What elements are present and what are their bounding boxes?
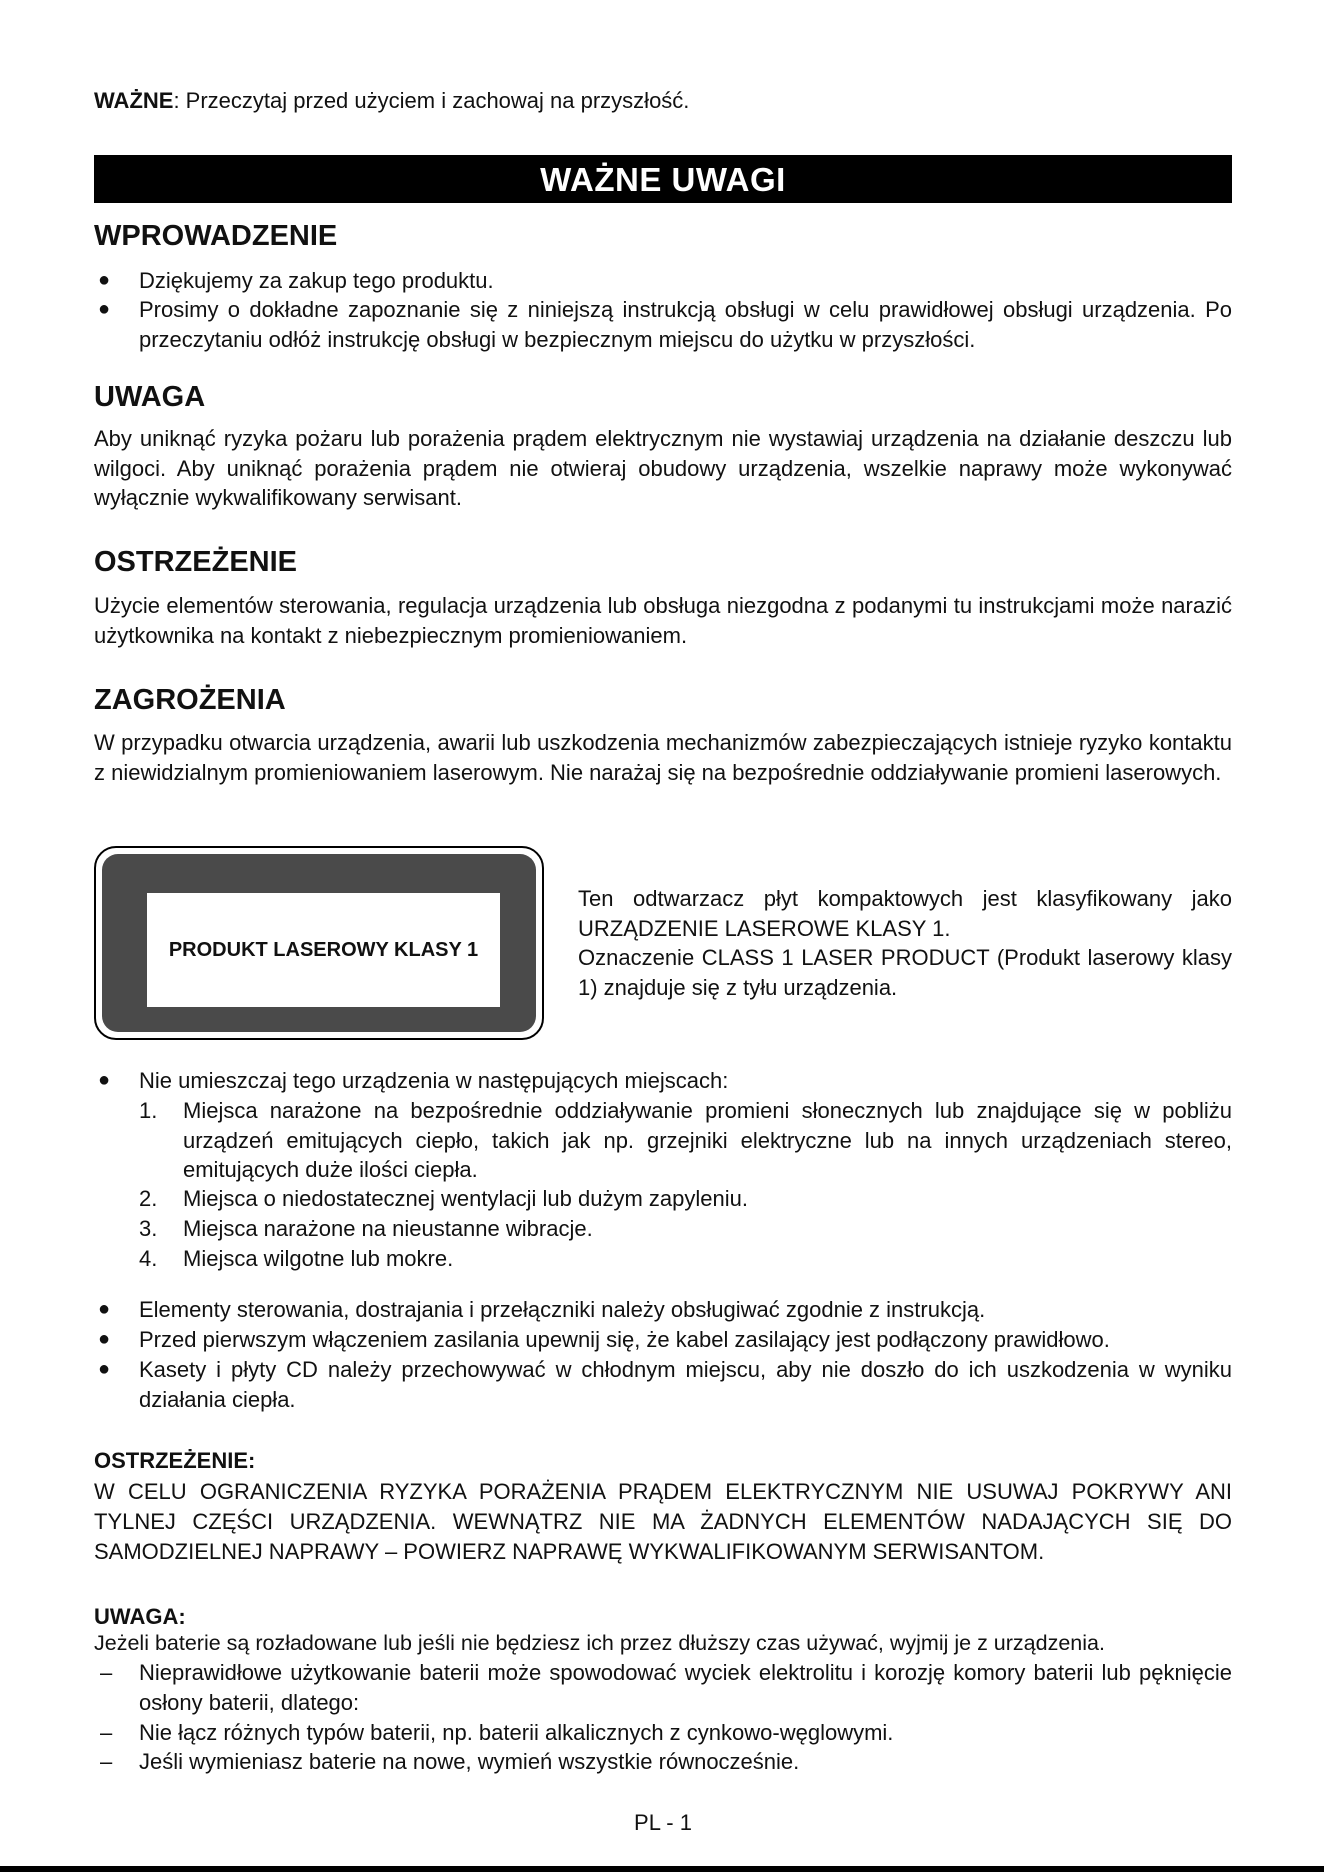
page-number: PL - 1 [634, 1810, 692, 1835]
bullet-icon: ● [98, 1358, 111, 1380]
bullet-icon: ● [98, 1069, 111, 1091]
dash-icon: – [100, 1660, 113, 1685]
section-title-wprowadzenie: WPROWADZENIE [94, 220, 338, 252]
laser-label-text: PRODUKT LASEROWY KLASY 1 [147, 893, 500, 1007]
laser-label-frame [102, 854, 536, 1032]
bullet-icon: ● [98, 269, 111, 291]
important-note [94, 88, 689, 114]
laser-description-line1: Ten odtwarzacz płyt kompaktowych jest klasyfikowany jako URZĄDZENIE LASEROWE KLASY 1. [578, 886, 1232, 941]
section-title-zagrozenia: ZAGROŻENIA [94, 684, 286, 716]
warning-text: W CELU OGRANICZENIA RYZYKA PORAŻENIA PRĄDEM ELEKTRYCZNYM NIE USUWAJ POKRYWY ANI TYLNEJ CZĘŚCI URZĄDZENIA. WEWNĄTRZ NIE MA ŻADNYCH ELEMENTÓW NADAJĄCYCH SIĘ DO SAMODZIELNEJ NAPRAWY – POWIERZ NAPRAWĘ WYKWALIFIKOWANYM SERWISANTOM. [94, 1479, 1232, 1564]
scan-bottom-edge [0, 1866, 1324, 1872]
battery-note-text: Jeżeli baterie są rozładowane lub jeśli nie będziesz ich przez dłuższy czas używać, wyjmij je z urządzenia. [94, 1631, 1105, 1655]
important-label: WAŻNE [94, 88, 174, 113]
paragraph-uwaga: Aby uniknąć ryzyka pożaru lub porażenia prądem elektrycznym nie wystawiaj urządzenia na działanie deszczu lub wilgoci. Aby uniknąć porażenia prądem nie otwieraj obudowy urządzenia, wszelkie naprawy może wykonywać wyłącznie wykwalifikowany serwisant. [94, 426, 1232, 510]
paragraph-zagrozenia: W przypadku otwarcia urządzenia, awarii lub uszkodzenia mechanizmów zabezpieczających istnieje ryzyko kontaktu z niewidzialnym promieniowaniem laserowym. Nie narażaj się na bezpośrednie oddziaływanie promieni laserowych. [94, 730, 1232, 785]
page-banner: WAŻNE UWAGI [94, 155, 1232, 203]
laser-description-line2: Oznaczenie CLASS 1 LASER PRODUCT (Produkt laserowy klasy 1) znajduje się z tyłu urządzenia. [578, 945, 1232, 1000]
laser-class-label [94, 846, 544, 1040]
laser-description [578, 884, 1232, 1002]
paragraph-ostrzezenie: Użycie elementów sterowania, regulacja urządzenia lub obsługa niezgodna z podanymi tu instrukcjami może narazić użytkownika na kontakt z niebezpiecznym promieniowaniem. [94, 593, 1232, 648]
battery-note-title: UWAGA: [94, 1604, 186, 1629]
warning-title: OSTRZEŻENIE: [94, 1448, 256, 1473]
bullet-icon: ● [98, 298, 111, 320]
bullet-icon: ● [98, 1328, 111, 1350]
bullet-icon: ● [98, 1298, 111, 1320]
section-title-uwaga: UWAGA [94, 381, 206, 413]
dash-icon: – [100, 1720, 113, 1745]
important-text: : Przeczytaj przed użyciem i zachowaj na przyszłość. [173, 88, 690, 113]
dash-icon: – [100, 1749, 113, 1774]
section-title-ostrzezenie: OSTRZEŻENIE [94, 546, 298, 578]
